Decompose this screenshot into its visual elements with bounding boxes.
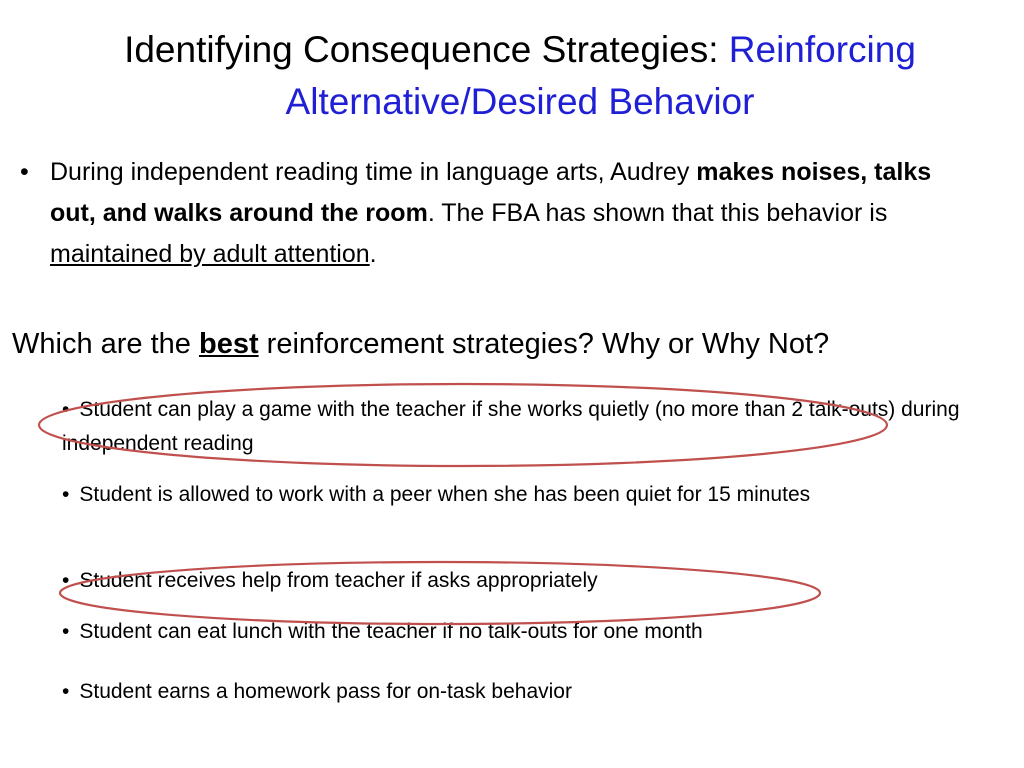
bullet-icon: • (62, 483, 70, 506)
bullet-icon: • (62, 398, 70, 421)
bullet-icon: • (20, 158, 29, 186)
option-text: Student receives help from teacher if asks appropriately (79, 569, 598, 592)
slide-title (40, 24, 1000, 128)
bullet-icon: • (62, 569, 70, 592)
option-text: Student earns a homework pass for on-task behavior (79, 680, 572, 703)
intro-text-2: . The FBA has shown that this behavior is (427, 199, 888, 227)
intro-text (50, 152, 970, 275)
option-text: Student is allowed to work with a peer when she has been quiet for 15 minutes (79, 483, 811, 506)
bullet-icon: • (62, 680, 70, 703)
option-text: Student can eat lunch with the teacher if no talk-outs for one month (79, 620, 703, 643)
question-before: Which are the (12, 328, 199, 360)
title-accent-text: Reinforcing Alternative/Desired Behavior (285, 29, 916, 122)
intro-bullet (20, 152, 970, 275)
intro-text-3: . (369, 240, 377, 268)
option-text: Student can play a game with the teacher if she works quietly (no more than 2 talk-outs) during independent reading (62, 398, 960, 455)
question-emphasis: best (198, 328, 259, 360)
question-text (12, 322, 1012, 366)
intro-behavior-bold: makes noises, talks out, and walks around the room (50, 158, 932, 227)
option-item (62, 478, 962, 512)
question-after: reinforcement strategies? Why or Why Not? (258, 328, 830, 360)
title-text: Identifying Consequence Strategies: (124, 29, 729, 70)
intro-function-underline: maintained by adult attention (50, 240, 370, 268)
option-item (62, 675, 962, 709)
option-item (62, 393, 992, 461)
bullet-icon: • (62, 620, 70, 643)
option-item (62, 564, 962, 598)
intro-text-1: During independent reading time in language arts, Audrey (50, 158, 697, 186)
option-item (62, 615, 962, 649)
